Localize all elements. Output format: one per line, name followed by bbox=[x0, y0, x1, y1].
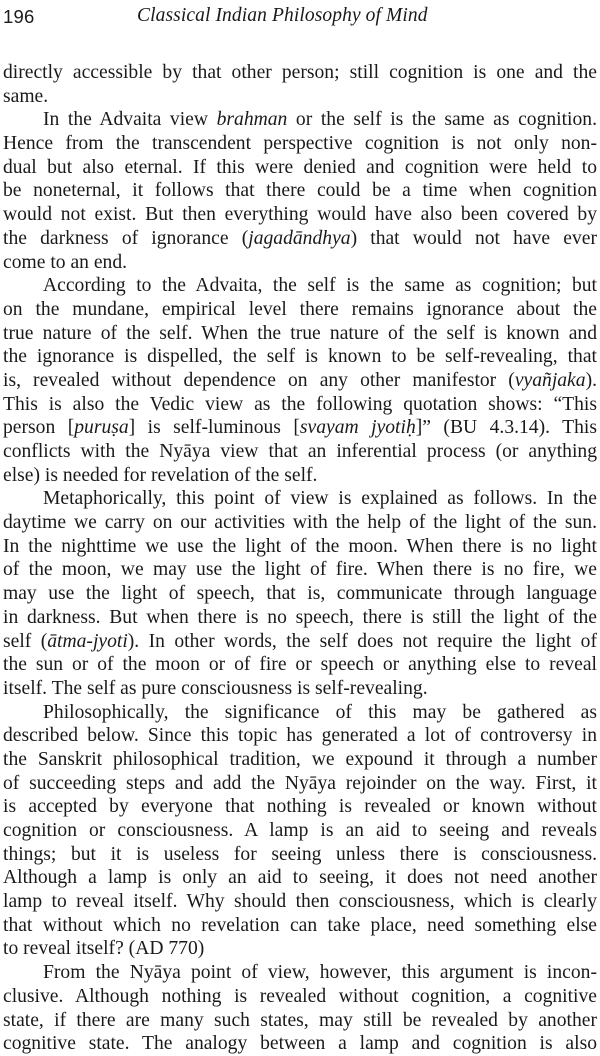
text-line: would not exist. But then everything would have also been covered by bbox=[3, 204, 597, 226]
text-line: directly accessible by that other person; still cognition is one and the bbox=[3, 62, 597, 83]
italic-term: puruṣa bbox=[74, 417, 129, 439]
paragraph bbox=[3, 108, 597, 274]
text-line: In the nighttime we use the light of the moon. When there is no light bbox=[3, 535, 597, 557]
text-line: cognition or consciousness. A lamp is an aid to seeing and reveals bbox=[3, 820, 597, 841]
text-line: lamp to reveal itself. Why should then consciousness, which is clearly bbox=[3, 891, 597, 913]
text-line: Philosophically, the significance of this may be gathered as bbox=[43, 701, 597, 723]
text-line: dual but also eternal. If this were denied and cognition were held to bbox=[3, 156, 597, 178]
text-line: cognitive state. The analogy between a lamp and cognition is also bbox=[3, 1033, 597, 1055]
text-line: of the moon, we may use the light of fire. When there is no fire, we bbox=[3, 559, 597, 581]
text-line: the darkness of ignorance (jagadāndhya) that would not have ever bbox=[3, 227, 598, 249]
text-line: else) is needed for revelation of the self. bbox=[3, 464, 318, 486]
text-line: Hence from the transcendent perspective cognition is not only non- bbox=[3, 133, 597, 155]
paragraph bbox=[3, 701, 597, 962]
text-line: According to the Advaita, the self is the same as cognition; but bbox=[43, 275, 597, 297]
paragraph bbox=[3, 61, 597, 108]
paragraph bbox=[3, 487, 597, 700]
text-line: may use the light of speech, that is, communicate through language bbox=[3, 583, 597, 605]
text-line: Metaphorically, this point of view is explained as follows. In the bbox=[43, 488, 597, 510]
italic-term: ātma-jyoti bbox=[47, 630, 128, 652]
text-line: is accepted by everyone that nothing is revealed or known without bbox=[3, 796, 597, 818]
paragraph bbox=[3, 961, 597, 1056]
italic-term: brahman bbox=[216, 109, 288, 131]
text-line: described below. Since this topic has generated a lot of controversy in bbox=[3, 725, 597, 747]
text-line: in darkness. But when there is no speech, there is still the light of the bbox=[3, 606, 597, 628]
text-line: conflicts with the Nyāya view that an inferential process (or anything bbox=[3, 441, 597, 462]
text-line: self (ātma-jyoti). In other words, the self does not require the light of bbox=[3, 630, 597, 652]
running-head bbox=[0, 0, 600, 40]
text-line: true nature of the self. When the true nature of the self is known and bbox=[3, 322, 597, 344]
text-line: same. bbox=[3, 85, 49, 107]
italic-term: vyañjaka bbox=[514, 369, 586, 391]
text-line: be noneternal, it follows that there could be a time when cognition bbox=[3, 180, 597, 202]
text-line: itself. The self as pure consciousness is self-revealing. bbox=[3, 677, 428, 699]
text-line: come to an end. bbox=[3, 251, 128, 273]
paragraph bbox=[3, 274, 597, 487]
body-text bbox=[3, 61, 597, 1056]
text-line: on the mundane, empirical level there remains ignorance about the bbox=[3, 298, 597, 320]
text-line: clusive. Although nothing is revealed without cognition, a cognitive bbox=[3, 985, 597, 1007]
text-line: the sun or of the moon or of fire or speech or anything else to reveal bbox=[3, 654, 597, 676]
text-line: person [puruṣa] is self-luminous [svayam jyotiḥ]” (BU 4.3.14). This bbox=[3, 417, 597, 439]
text-line: that without which no revelation can take place, need something else bbox=[3, 914, 597, 936]
text-line: the ignorance is dispelled, the self is known to be self-revealing, that bbox=[3, 346, 597, 368]
text-line: to reveal itself? (AD 770) bbox=[3, 938, 205, 960]
text-line: This is also the Vedic view as the following quotation shows: “This bbox=[3, 393, 597, 415]
text-line: daytime we carry on our activities with the help of the light of the sun. bbox=[3, 512, 597, 534]
book-title: Classical Indian Philosophy of Mind bbox=[137, 5, 428, 26]
text-line: state, if there are many such states, may still be revealed by another bbox=[3, 1009, 597, 1031]
text-line: things; but it is useless for seeing unless there is consciousness. bbox=[3, 843, 597, 865]
text-line: the Sanskrit philosophical tradition, we expound it through a number bbox=[3, 748, 597, 770]
italic-term: jagadāndhya bbox=[248, 227, 351, 249]
text-line: In the Advaita view brahman or the self is the same as cognition. bbox=[43, 109, 597, 131]
page-number: 196 bbox=[3, 6, 35, 27]
italic-term: svayam jyotiḥ bbox=[299, 417, 416, 439]
text-line: of succeeding steps and add the Nyāya rejoinder on the way. First, it bbox=[3, 772, 597, 794]
text-line: is, revealed without dependence on any other manifestor (vyañjaka). bbox=[3, 369, 597, 391]
text-line: Although a lamp is only an aid to seeing, it does not need another bbox=[3, 867, 597, 889]
text-line: From the Nyāya point of view, however, this argument is incon- bbox=[43, 962, 597, 984]
